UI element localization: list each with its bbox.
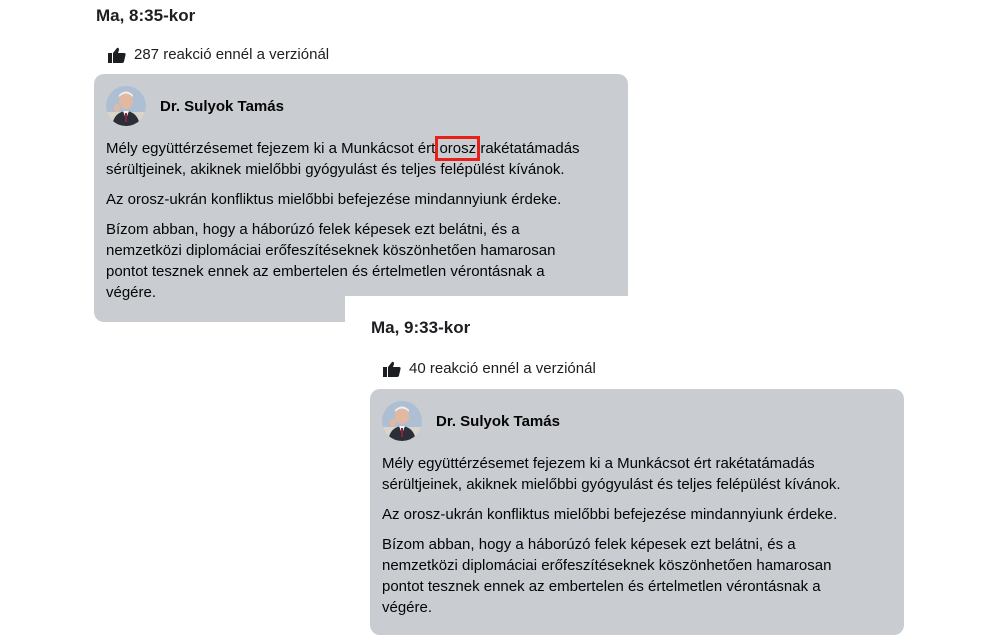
post-paragraph-3: Bízom abban, hogy a háborúzó felek képesek ezt belátni, és a nemzetközi diplomáciai erőfeszítéseknek köszönhetően hamarosan pontot tesznek ennek az embertelen és értelmetlen vérontásnak a végére.: [106, 221, 556, 301]
author-name[interactable]: Dr. Sulyok Tamás: [160, 97, 284, 115]
reaction-count-text: 40 reakció ennél a verziónál: [409, 360, 596, 377]
post-card: [94, 74, 628, 322]
post-paragraph-3: Bízom abban, hogy a háborúzó felek képesek ezt belátni, és a nemzetközi diplomáciai erőfeszítéseknek köszönhetően hamarosan pontot tesznek ennek az embertelen és értelmetlen vérontásnak a végére.: [382, 536, 832, 616]
reaction-count-text: 287 reakció ennél a verziónál: [134, 46, 330, 63]
highlighted-word: orosz: [439, 140, 477, 157]
post-paragraph-2: Az orosz-ukrán konfliktus mielőbbi befejezése mindannyiunk érdeke.: [106, 191, 562, 208]
post-card: [370, 389, 904, 635]
post-paragraph-1: Mély együttérzésemet fejezem ki a Munkácsot ért rakétatámadás sérültjeinek, akiknek mielőbbi gyógyulást és teljes felépülést kívánok.: [382, 455, 841, 493]
avatar-photo: [382, 401, 422, 441]
author-avatar[interactable]: [106, 86, 146, 126]
avatar-photo: [106, 86, 146, 126]
paragraph-text-after: rakétatámadás sérültjeinek, akiknek mielőbbi gyógyulást és teljes felépülést kívánok.: [106, 140, 580, 178]
version-timestamp: Ma, 8:35-kor: [96, 6, 196, 25]
version-timestamp: Ma, 9:33-kor: [371, 318, 471, 337]
post-paragraph-2: Az orosz-ukrán konfliktus mielőbbi befejezése mindannyiunk érdeke.: [382, 506, 838, 523]
paragraph-text-before: Mély együttérzésemet fejezem ki a Munkácsot ért: [106, 140, 440, 157]
post-paragraph-1: [106, 138, 616, 180]
version-panel-2: [345, 296, 915, 644]
author-name[interactable]: Dr. Sulyok Tamás: [436, 412, 560, 430]
reaction-count-row[interactable]: [383, 360, 596, 377]
post-author-row: [382, 389, 892, 453]
thumbs-up-icon: [108, 47, 126, 63]
author-avatar[interactable]: [382, 401, 422, 441]
post-author-row: [106, 74, 616, 138]
thumbs-up-icon: [383, 361, 401, 377]
version-panel-1: [92, 0, 632, 330]
reaction-count-row[interactable]: [108, 46, 329, 63]
